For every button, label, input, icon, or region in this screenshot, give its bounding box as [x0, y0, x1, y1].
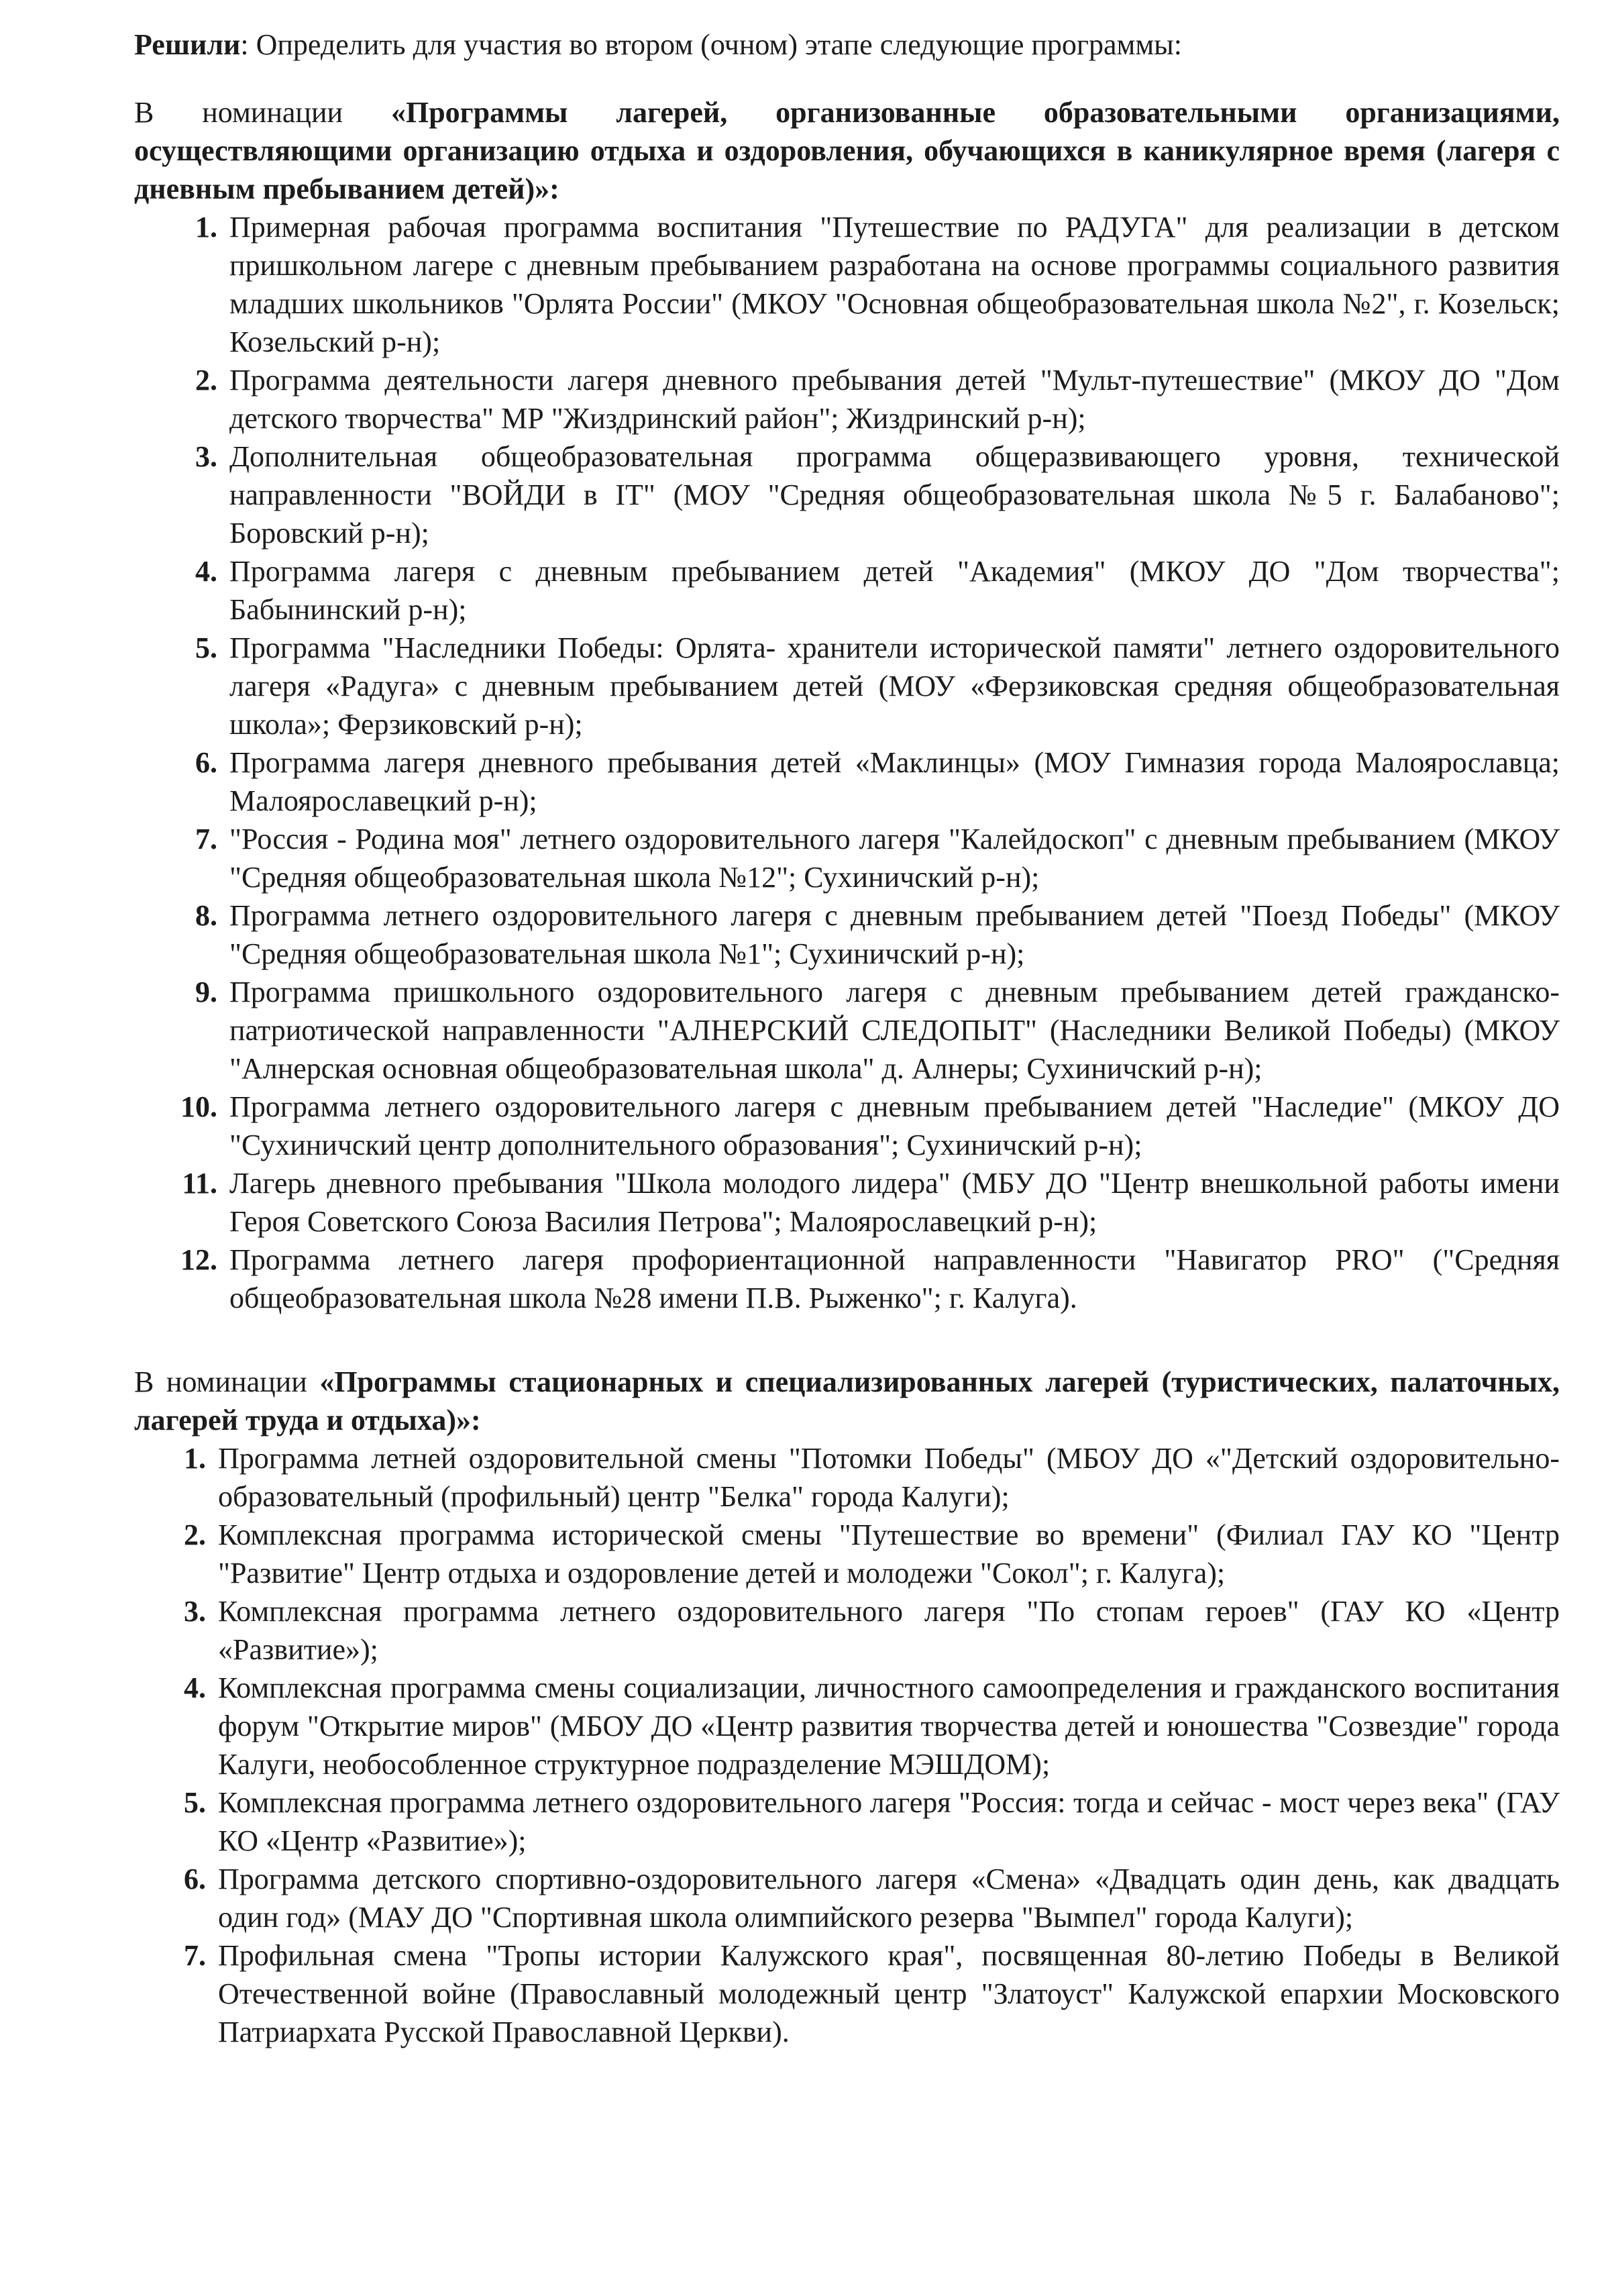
list-item [134, 208, 1560, 361]
item-number: 8. [195, 899, 217, 932]
item-text: "Россия - Родина моя" летнего оздоровительного лагеря "Калейдоскоп" с дневным пребыванием (МКОУ "Средняя общеобразовательная школа №12"; Сухиничский р-н); [229, 823, 1560, 894]
nomination-title: «Программы лагерей, организованные образовательными организациями, осуществляющими организацию отдыха и оздоровления, обучающихся в каникулярное время (лагеря с дневным пребыванием детей)»: [134, 96, 1560, 205]
item-text: Программа летнего оздоровительного лагеря с дневным пребыванием детей "Наследие" (МКОУ ДО "Сухиничский центр дополнительного образования"; Сухиничский р-н); [229, 1090, 1560, 1161]
nomination-title: «Программы стационарных и специализированных лагерей (туристических, палаточных, лагерей труда и отдыха)»: [134, 1365, 1560, 1437]
item-number: 11. [182, 1167, 217, 1200]
item-number: 1. [184, 1442, 206, 1475]
decision-text: : Определить для участия во втором (очном) этапе следующие программы: [240, 28, 1182, 61]
nomination-prefix: В номинации [134, 1365, 320, 1398]
item-text: Программа пришкольного оздоровительного лагеря с дневным пребыванием детей гражданско-патриотической направленности "АЛНЕРСКИЙ СЛЕДОПЫТ" (Наследники Великой Победы) (МКОУ "Алнерская основная общеобразовательная школа" д. Алнеры; Сухиничский р-н); [229, 976, 1560, 1085]
list-item [134, 552, 1560, 629]
item-number: 7. [195, 823, 217, 855]
item-text: Программа лагеря дневного пребывания детей «Маклинцы» (МОУ Гимназия города Малоярославца; Малоярославецкий р-н); [229, 746, 1560, 817]
item-text: Комплексная программа летнего оздоровительного лагеря "По стопам героев" (ГАУ КО «Центр «Развитие»); [218, 1595, 1560, 1666]
item-text: Программа "Наследники Победы: Орлята- хранители исторической памяти" летнего оздоровительного лагеря «Радуга» с дневным пребыванием детей (МОУ «Ферзиковская средняя общеобразовательная школа»; Ферзиковский р-н); [229, 631, 1560, 741]
item-text: Комплексная программа летнего оздоровительного лагеря "Россия: тогда и сейчас - мост через века" (ГАУ КО «Центр «Развитие»); [218, 1786, 1560, 1857]
document-page [134, 25, 1560, 2051]
item-text: Комплексная программа смены социализации, личностного самоопределения и гражданского воспитания форум "Открытие миров" (МБОУ ДО «Центр развития творчества детей и юношества "Созвездие" города Калуги, необособленное структурное подразделение МЭШДОМ); [218, 1671, 1560, 1781]
item-number: 7. [184, 1939, 206, 1972]
item-text: Комплексная программа исторической смены "Путешествие во времени" (Филиал ГАУ КО "Центр "Развитие" Центр отдыха и оздоровление детей и молодежи "Сокол"; г. Калуга); [218, 1518, 1560, 1589]
item-number: 6. [195, 746, 217, 779]
item-number: 3. [184, 1595, 206, 1628]
item-text: Примерная рабочая программа воспитания "Путешествие по РАДУГА" для реализации в детском пришкольном лагере с дневным пребыванием разработана на основе программы социального развития младших школьников "Орлята России" (МКОУ "Основная общеобразовательная школа №2", г. Козельск; Козельский р-н); [229, 211, 1560, 358]
nomination-prefix: В номинации [134, 96, 391, 129]
item-number: 10. [180, 1090, 217, 1123]
item-number: 2. [184, 1518, 206, 1551]
item-number: 1. [195, 211, 217, 244]
list-item [134, 1439, 1560, 1516]
list-item [134, 629, 1560, 743]
program-list-2 [134, 1439, 1560, 2051]
nomination-section-1 [134, 93, 1560, 1317]
item-text: Программа летнего оздоровительного лагеря с дневным пребыванием детей "Поезд Победы" (МКОУ "Средняя общеобразовательная школа №1"; Сухиничский р-н); [229, 899, 1560, 970]
list-item [134, 1783, 1560, 1860]
item-text: Программа летнего лагеря профориентационной направленности "Навигатор PRO" ("Средняя общеобразовательная школа №28 имени П.В. Рыженко"; г. Калуга). [229, 1243, 1560, 1314]
item-number: 9. [195, 976, 217, 1008]
item-number: 6. [184, 1863, 206, 1895]
item-text: Профильная смена "Тропы истории Калужского края", посвященная 80-летию Победы в Великой Отечественной войне (Православный молодежный центр "Златоуст" Калужской епархии Московского Патриархата Русской Православной Церкви). [218, 1939, 1560, 2048]
list-item [134, 1860, 1560, 1936]
item-number: 12. [180, 1243, 217, 1276]
nomination-heading-2 [134, 1363, 1560, 1439]
item-number: 4. [195, 555, 217, 588]
item-text: Лагерь дневного пребывания "Школа молодого лидера" (МБУ ДО "Центр внешкольной работы имени Героя Советского Союза Василия Петрова"; Малоярославецкий р-н); [229, 1167, 1560, 1238]
item-text: Программа детского спортивно-оздоровительного лагеря «Смена» «Двадцать один день, как двадцать один год» (МАУ ДО "Спортивная школа олимпийского резерва "Вымпел" города Калуги); [218, 1863, 1560, 1934]
list-item [134, 1669, 1560, 1783]
nomination-heading-1 [134, 93, 1560, 208]
item-text: Программа лагеря с дневным пребыванием детей "Академия" (МКОУ ДО "Дом творчества"; Бабынинский р-н); [229, 555, 1560, 626]
item-number: 5. [184, 1786, 206, 1819]
list-item [134, 1936, 1560, 2051]
list-item [134, 743, 1560, 820]
list-item [134, 820, 1560, 896]
list-item [134, 973, 1560, 1088]
program-list-1 [134, 208, 1560, 1317]
list-item [134, 1164, 1560, 1241]
list-item [134, 1516, 1560, 1592]
item-number: 3. [195, 440, 217, 473]
item-number: 2. [195, 364, 217, 397]
item-text: Программа летней оздоровительной смены "Потомки Победы" (МБОУ ДО «"Детский оздоровительно-образовательный (профильный) центр "Белка" города Калуги); [218, 1442, 1560, 1513]
item-text: Дополнительная общеобразовательная программа общеразвивающего уровня, технической направленности "ВОЙДИ в IT" (МОУ "Средняя общеобразовательная школа №5 г. Балабаново"; Боровский р-н); [229, 440, 1560, 550]
item-number: 4. [184, 1671, 206, 1704]
item-text: Программа деятельности лагеря дневного пребывания детей "Мульт-путешествие" (МКОУ ДО "Дом детского творчества" МР "Жиздринский район"; Жиздринский р-н); [229, 364, 1560, 435]
nomination-section-2 [134, 1363, 1560, 2051]
decision-label: Решили [134, 28, 241, 61]
list-item [134, 437, 1560, 552]
list-item [134, 896, 1560, 973]
list-item [134, 1592, 1560, 1669]
list-item [134, 361, 1560, 437]
list-item [134, 1088, 1560, 1164]
list-item [134, 1241, 1560, 1317]
decision-intro [134, 25, 1560, 64]
item-number: 5. [195, 631, 217, 664]
